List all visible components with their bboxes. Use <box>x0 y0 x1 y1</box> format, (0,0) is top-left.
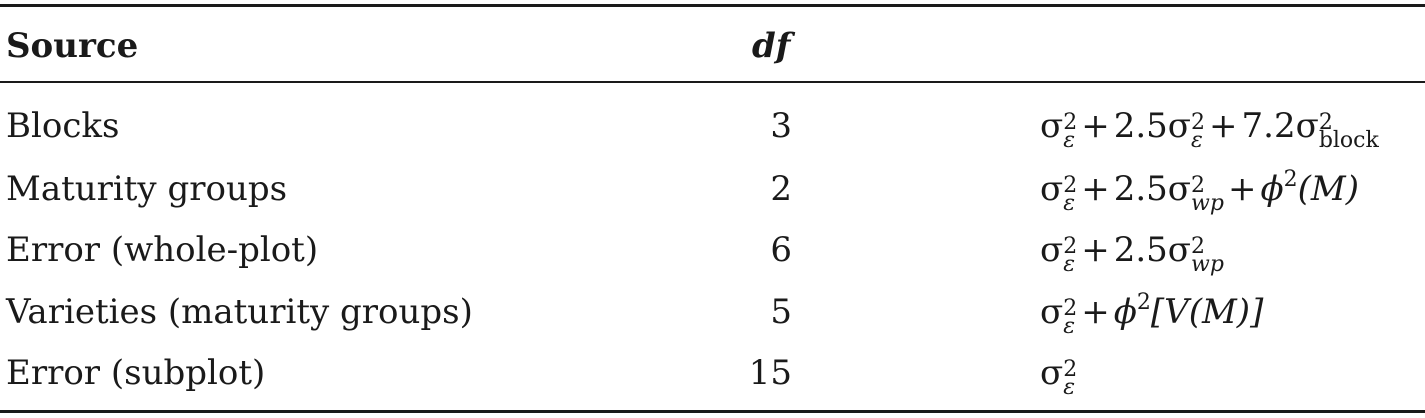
phi-symbol: ϕ <box>1113 292 1137 332</box>
plus-operator: + <box>1227 169 1257 209</box>
header-source: Source <box>6 26 139 66</box>
plus-operator: + <box>1081 106 1110 146</box>
sigma-epsilon-script: 2 ε <box>1063 110 1078 153</box>
sigma-epsilon-script: 2 ε <box>1191 110 1206 153</box>
sigma-epsilon-script: 2 ε <box>1063 296 1078 339</box>
sigma-epsilon-script: 2 ε <box>1063 173 1078 216</box>
sigma-block-script: 2 block <box>1318 110 1379 153</box>
row-df-varieties: 5 <box>770 292 792 332</box>
row-df-error-subplot: 15 <box>748 353 792 393</box>
sigma-symbol: σ <box>1295 106 1319 146</box>
sigma-symbol: σ <box>1040 292 1064 332</box>
row-ems-error-whole-plot <box>1040 230 1224 277</box>
row-df-error-whole-plot: 6 <box>770 230 792 270</box>
row-source-varieties: Varieties (maturity groups) <box>6 292 473 332</box>
sigma-epsilon-script: 2 ε <box>1063 234 1078 277</box>
plus-operator: + <box>1081 169 1110 209</box>
row-ems-maturity-groups <box>1040 167 1359 216</box>
table-top-rule <box>0 4 1425 7</box>
sigma-symbol: σ <box>1040 230 1064 270</box>
row-source-error-subplot: Error (subplot) <box>6 353 266 393</box>
row-source-blocks: Blocks <box>6 106 120 146</box>
sigma-epsilon-script: 2 ε <box>1063 357 1078 400</box>
row-source-error-whole-plot: Error (whole-plot) <box>6 230 319 270</box>
coefficient: 2.5 <box>1113 230 1168 270</box>
plus-operator: + <box>1081 292 1110 332</box>
row-source-maturity-groups: Maturity groups <box>6 169 288 209</box>
phi-square: 2 <box>1283 167 1298 192</box>
table-bottom-rule <box>0 410 1425 413</box>
phi-square: 2 <box>1136 290 1151 315</box>
header-df: df <box>752 26 791 66</box>
row-ems-error-subplot <box>1040 353 1078 400</box>
coefficient: 2.5 <box>1113 106 1168 146</box>
row-ems-blocks <box>1040 106 1379 153</box>
sigma-symbol: σ <box>1040 106 1064 146</box>
sigma-symbol: σ <box>1167 230 1192 270</box>
sigma-symbol: σ <box>1167 106 1192 146</box>
plus-operator: + <box>1081 230 1110 270</box>
row-df-blocks: 3 <box>770 106 792 146</box>
effect-term: (M) <box>1297 169 1359 209</box>
sigma-symbol: σ <box>1167 169 1192 209</box>
phi-symbol: ϕ <box>1260 169 1284 209</box>
coefficient: 2.5 <box>1113 169 1168 209</box>
sigma-symbol: σ <box>1040 353 1064 393</box>
coefficient: 7.2 <box>1241 106 1296 146</box>
row-ems-varieties <box>1040 290 1264 339</box>
plus-operator: + <box>1209 106 1238 146</box>
row-df-maturity-groups: 2 <box>770 169 792 209</box>
sigma-symbol: σ <box>1040 169 1064 209</box>
effect-term: [V(M)] <box>1150 292 1264 332</box>
sigma-wp-script: 2 wp <box>1191 173 1224 216</box>
sigma-wp-script: 2 wp <box>1191 234 1224 277</box>
table-header-rule <box>0 81 1425 83</box>
